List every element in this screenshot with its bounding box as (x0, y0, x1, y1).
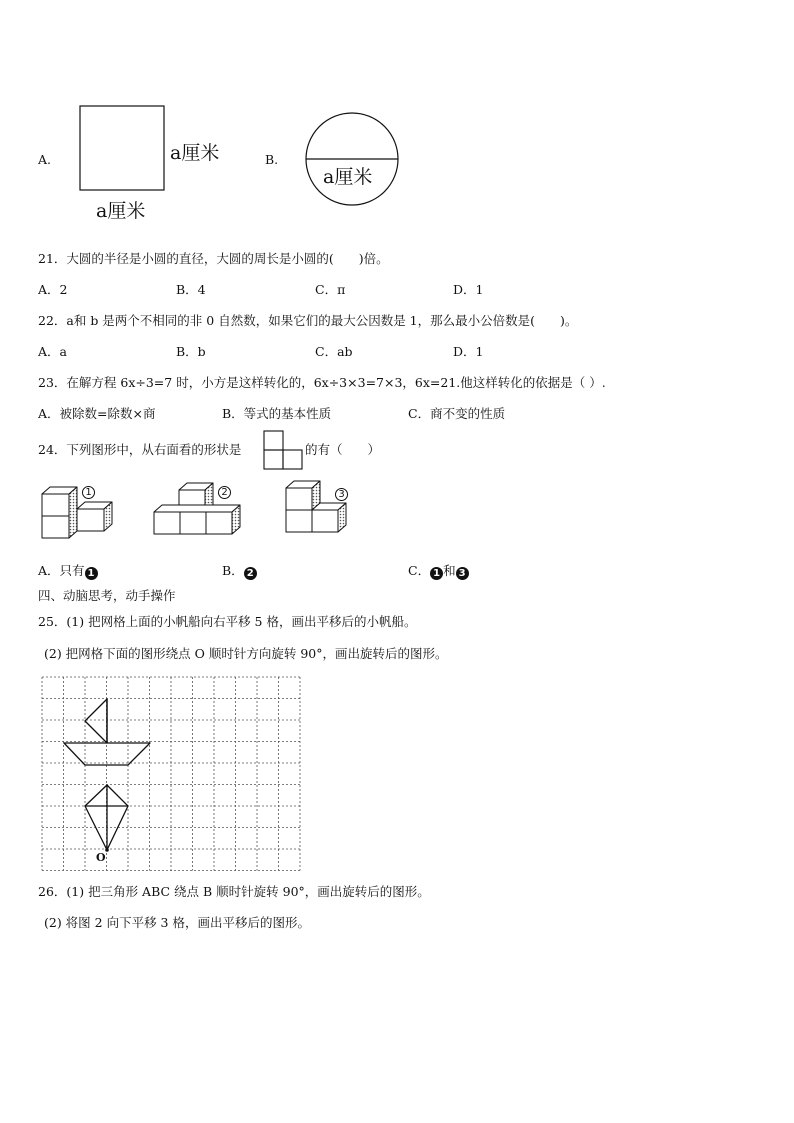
q26-line1: 26．(1) 把三角形 ABC 绕点 B 顺时针旋转 90°，画出旋转后的图形。 (38, 884, 430, 899)
section-title: 四、动脑思考，动手操作 (38, 588, 176, 603)
q24-option-c-text: C． (408, 563, 431, 578)
sailboat-shape (64, 699, 150, 765)
q24-stem-pre: 24．下列图形中，从右面看的形状是 (38, 442, 242, 457)
q25-line2: (2) 把网格下面的图形绕点 O 顺时针方向旋转 90°，画出旋转后的图形。 (44, 646, 448, 661)
figure-1-number: 1 (82, 486, 95, 499)
q21-option-c: C．π (315, 282, 346, 297)
q26-line2: (2) 将图 2 向下平移 3 格，画出平移后的图形。 (44, 915, 310, 930)
q25-line1: 25．(1) 把网格上面的小帆船向右平移 5 格，画出平移后的小帆船。 (38, 614, 417, 629)
q23-option-a: A．被除数=除数×商 (38, 406, 156, 421)
q21-option-d: D．1 (453, 282, 484, 297)
figure-3-number: 3 (335, 488, 348, 501)
q24-option-a-number: 1 (85, 567, 98, 580)
square-side-label: a厘米 (170, 142, 220, 164)
q22-option-a: A．a (38, 344, 67, 359)
circle-diameter-label: a厘米 (323, 166, 373, 188)
q22-stem: 22．a和 b 是两个不相同的非 0 自然数，如果它们的最大公因数是 1，那么最小公倍数是( )。 (38, 313, 578, 328)
q23-stem: 23．在解方程 6x÷3=7 时，小方是这样转化的，6x÷3×3=7×3，6x=21.他这样转化的依据是（ ）. (38, 375, 606, 390)
q23-option-b: B．等式的基本性质 (222, 406, 332, 421)
q21-stem: 21．大圆的半径是小圆的直径，大圆的周长是小圆的( )倍。 (38, 251, 389, 266)
q22-option-d: D．1 (453, 344, 484, 359)
q24-option-c-and: 和 (443, 563, 456, 578)
q22-option-b: B．b (176, 344, 206, 359)
q24-option-c-number-3: 3 (456, 567, 469, 580)
kite-shape (85, 785, 128, 850)
q24-stem-post: 的有（ ） (305, 442, 381, 457)
option-a-label: A. (38, 152, 52, 167)
q24-option-b-number: 2 (244, 567, 257, 580)
q24-option-c-number-1: 1 (430, 567, 443, 580)
figure-2-number: 2 (218, 486, 231, 499)
q21-option-b: B．4 (176, 282, 206, 297)
square-bottom-label: a厘米 (96, 200, 146, 222)
q23-option-c: C．商不变的性质 (408, 406, 506, 421)
q22-option-c: C．ab (315, 344, 353, 359)
q24-option-a-text: A．只有 (38, 563, 85, 578)
q24-option-b-text: B． (222, 563, 244, 578)
point-o-label: O (96, 851, 106, 864)
q21-option-a: A．2 (38, 282, 68, 297)
option-b-label: B. (265, 152, 279, 167)
